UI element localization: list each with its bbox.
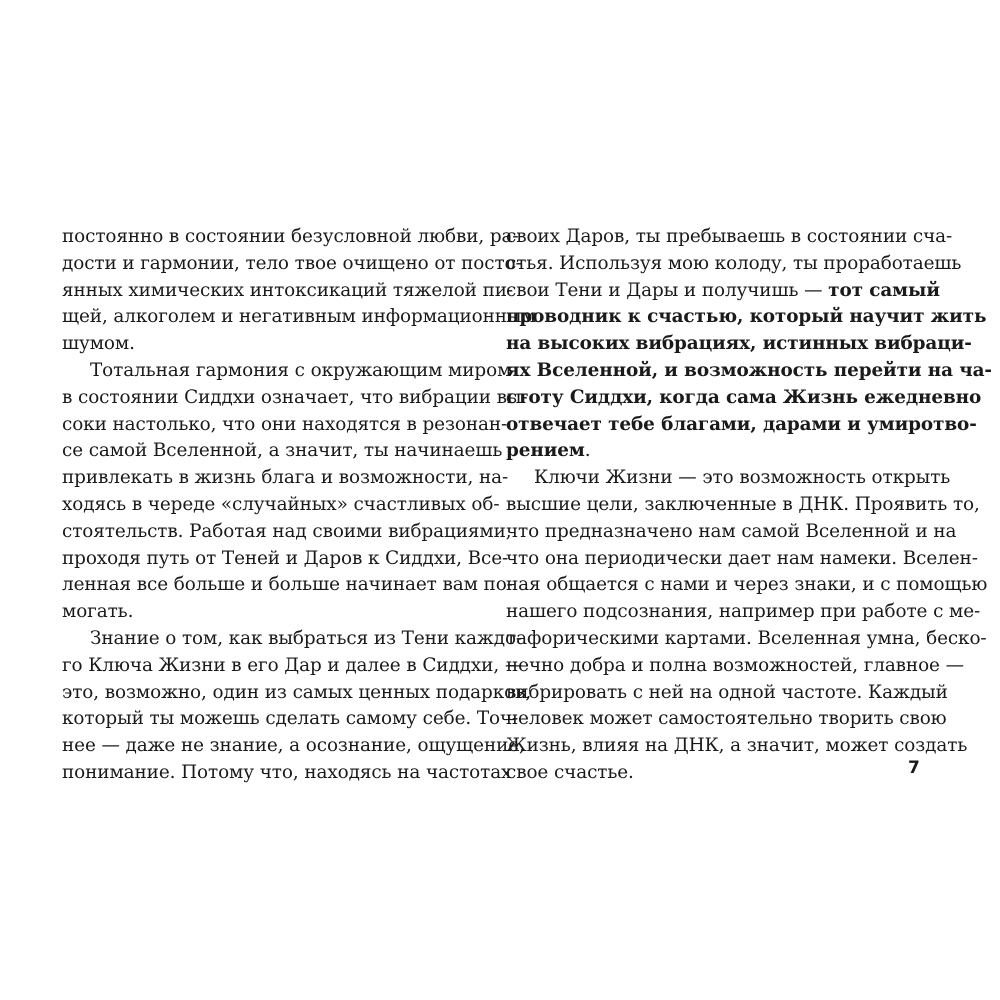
text-line: могать.: [62, 601, 134, 623]
text-segment: что она периодически дает нам намеки. Вселен-: [506, 547, 978, 569]
text-line: понимание. Потому что, находясь на частотах: [62, 761, 512, 783]
bold-text-segment: проводник к счастью, который научит жить: [506, 306, 987, 328]
text-line: ходясь в череде «случайных» счастливых об-: [62, 493, 500, 515]
bold-text-segment: тот самый: [828, 279, 940, 301]
text-segment: нашего подсознания, например при работе с ме-: [506, 601, 981, 623]
right-text-column: [506, 224, 992, 787]
text-segment: свое счастье.: [506, 761, 634, 783]
text-line: [506, 706, 947, 733]
text-segment: что предназначено нам самой Вселенной и на: [506, 520, 957, 542]
text-segment: стья. Используя мою колоду, ты проработаешь: [506, 252, 962, 274]
text-segment: ная общается с нами и через знаки, и с помощью: [506, 574, 988, 596]
text-line: [506, 412, 977, 439]
text-line: [506, 653, 964, 680]
text-line: янных химических интоксикаций тяжелой пи-: [62, 279, 513, 301]
text-line: проходя путь от Теней и Даров к Сиддхи, Все-: [62, 547, 509, 569]
bold-text-segment: стоту Сиддхи, когда сама Жизнь ежедневно: [506, 386, 982, 408]
text-line: [506, 358, 992, 385]
text-line: [506, 680, 948, 707]
bold-text-segment: на высоких вибрациях, истинных вибраци-: [506, 333, 972, 355]
left-text-column: [62, 224, 536, 787]
text-segment: высшие цели, заключенные в ДНК. Проявить то,: [506, 493, 980, 515]
text-line: шумом.: [62, 333, 135, 355]
page-number: 7: [908, 758, 920, 778]
text-line: щей, алкоголем и негативным информационным: [62, 306, 536, 328]
text-line: [506, 304, 987, 331]
text-line: [506, 599, 981, 626]
text-line: [506, 733, 968, 760]
text-segment: Жизнь, влияя на ДНК, а значит, может создать: [506, 735, 968, 757]
text-line: [506, 760, 922, 787]
bold-text-segment: рением: [506, 440, 585, 462]
text-line: Знание о том, как выбраться из Тени каждо-: [90, 627, 523, 649]
text-line: ленная все больше и больше начинает вам по-: [62, 574, 513, 596]
text-line: [506, 546, 978, 573]
text-segment: человек может самостоятельно творить свою: [506, 708, 947, 730]
text-line: соки настолько, что они находятся в резонан-: [62, 413, 508, 435]
text-segment: .: [584, 440, 591, 462]
text-segment: нечно добра и полна возможностей, главное —: [506, 654, 964, 676]
text-line: стоятельств. Работая над своими вибрациями,: [62, 520, 512, 542]
text-line: [506, 465, 951, 492]
text-line: это, возможно, один из самых ценных подарков,: [62, 681, 532, 703]
text-segment: Ключи Жизни — это возможность открыть: [534, 467, 951, 489]
text-line: [506, 626, 987, 653]
text-line: [506, 331, 972, 358]
text-line: [506, 519, 957, 546]
text-line: [506, 438, 922, 465]
text-line: который ты можешь сделать самому себе. Точ-: [62, 708, 519, 730]
text-segment: вибрировать с ней на одной частоте. Каждый: [506, 681, 948, 703]
text-line: [506, 572, 988, 599]
text-line: [506, 492, 980, 519]
text-segment: свои Тени и Дары и получишь —: [506, 279, 829, 301]
text-segment: тафорическими картами. Вселенная умна, беско-: [506, 627, 987, 649]
text-line: [506, 251, 962, 278]
bold-text-segment: ях Вселенной, и возможность перейти на ча-: [506, 359, 992, 381]
text-line: постоянно в состоянии безусловной любви, ра-: [62, 226, 519, 247]
text-line: нее — даже не знание, а осознание, ощущение,: [62, 735, 525, 757]
bold-text-segment: отвечает тебе благами, дарами и умиротво-: [506, 413, 977, 435]
text-line: Тотальная гармония с окружающим миром: [90, 359, 512, 381]
text-segment: своих Даров, ты пребываешь в состоянии сча-: [506, 226, 953, 247]
text-line: привлекать в жизнь блага и возможности, на-: [62, 467, 509, 489]
text-line: го Ключа Жизни в его Дар и далее в Сиддхи, —: [62, 654, 524, 676]
text-line: дости и гармонии, тело твое очищено от посто-: [62, 252, 522, 274]
text-line: в состоянии Сиддхи означает, что вибрации вы-: [62, 386, 528, 408]
text-line: се самой Вселенной, а значит, ты начинаешь: [62, 440, 503, 462]
text-line: [506, 224, 953, 251]
text-line: [506, 278, 940, 305]
text-line: [506, 385, 982, 412]
